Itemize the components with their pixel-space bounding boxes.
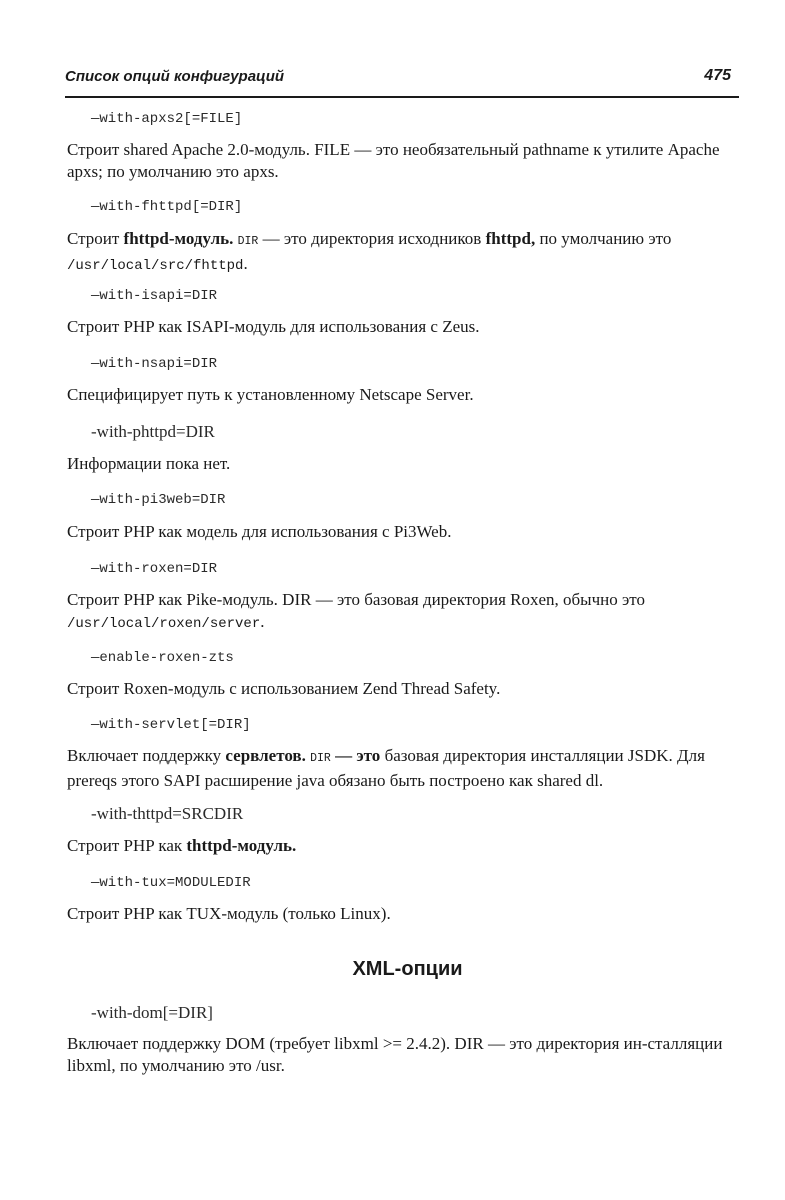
- running-header-title: Список опций конфигураций: [65, 68, 285, 85]
- option-pi3web: —with-pi3web=DIR: [91, 492, 226, 508]
- option-tux: —with-tux=MODULEDIR: [91, 875, 251, 891]
- option-roxen-zts: —enable-roxen-zts: [91, 650, 234, 666]
- option-nsapi: —with-nsapi=DIR: [91, 356, 218, 372]
- page-header: [65, 66, 739, 98]
- description-nsapi: Специфицирует путь к установленному Netscape Server.: [67, 385, 474, 404]
- description-fhttpd: Строит fhttpd-модуль. DIR — это директория исходников fhttpd, по умолчанию это /usr/local/src/fhttpd.: [67, 229, 672, 274]
- option-phttpd: -with-phttpd=DIR: [91, 422, 215, 441]
- description-dom: Включает поддержку DOM (требует libxml >= 2.4.2). DIR — это директория ин-сталляции libxml, по умолчанию это /usr.: [67, 1034, 723, 1075]
- description-apxs2: Строит shared Apache 2.0-модуль. FILE — это необязательный pathname к утилите Apache apxs; по умолчанию это apxs.: [67, 140, 720, 181]
- description-pi3web: Строит PHP как модель для использования с Pi3Web.: [67, 522, 452, 541]
- option-roxen: —with-roxen=DIR: [91, 561, 218, 577]
- section-heading-xml: XML-опции: [352, 958, 463, 980]
- option-fhttpd: —with-fhttpd[=DIR]: [91, 199, 243, 215]
- page-number: 475: [704, 67, 731, 84]
- description-isapi: Строит PHP как ISAPI-модуль для использования с Zeus.: [67, 317, 480, 336]
- option-apxs2: —with-apxs2[=FILE]: [91, 111, 243, 127]
- description-thttpd: Строит PHP как thttpd-модуль.: [67, 836, 297, 855]
- option-servlet: —with-servlet[=DIR]: [91, 717, 251, 733]
- description-phttpd: Информации пока нет.: [67, 454, 231, 473]
- option-thttpd: -with-thttpd=SRCDIR: [91, 804, 244, 823]
- description-roxen-zts: Строит Roxen-модуль с использованием Zend Thread Safety.: [67, 679, 501, 698]
- option-dom: -with-dom[=DIR]: [91, 1003, 213, 1022]
- description-servlet: Включает поддержку сервлетов. DIR — это базовая директория инсталляции JSDK. Для prereqs этого SAPI расширение java обязано быть построено как shared dl.: [67, 746, 705, 790]
- description-tux: Строит PHP как TUX-модуль (только Linux).: [67, 904, 391, 923]
- description-roxen: Строит PHP как Pike-модуль. DIR — это базовая директория Roxen, обычно это /usr/local/roxen/server.: [67, 590, 645, 632]
- option-isapi: —with-isapi=DIR: [91, 288, 218, 304]
